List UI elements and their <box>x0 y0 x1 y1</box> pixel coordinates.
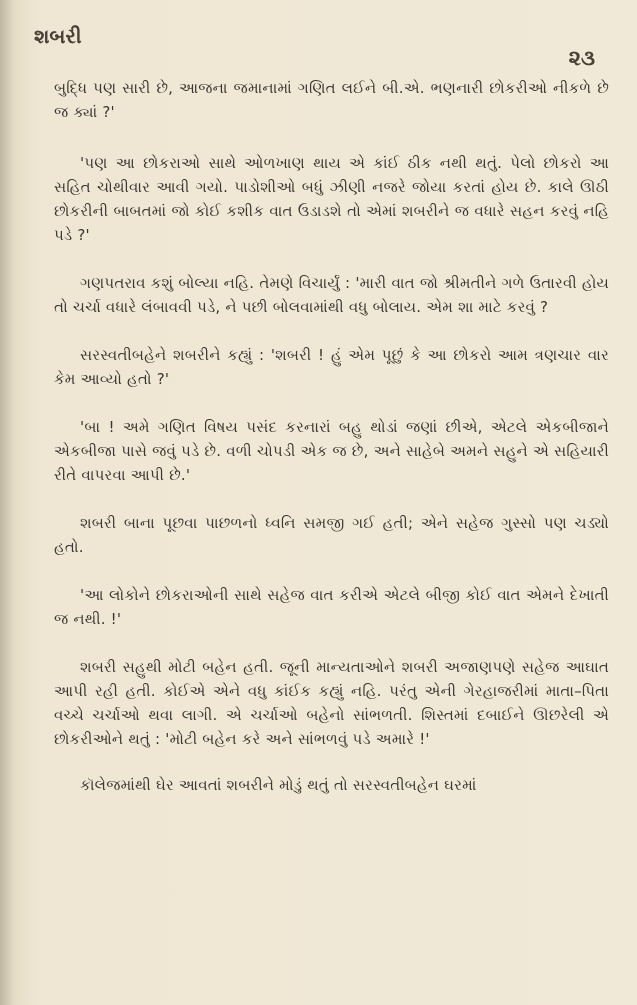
paragraph-gap <box>54 124 609 151</box>
paragraph-gap <box>54 391 609 415</box>
paragraph: શબરી બાના પૂછવા પાછળનો ધ્વનિ સમજી ગઈ હતી; એને સહેજ ગુસ્સો પણ ચડ્યો હતો. <box>54 514 609 556</box>
paragraph-gap <box>54 319 609 343</box>
text-body <box>54 76 609 797</box>
spine-shadow <box>0 0 14 1005</box>
running-title: શબરી <box>34 24 82 48</box>
paragraph-gap <box>54 631 609 655</box>
page-number: ૨૩ <box>568 46 595 70</box>
paragraph-gap <box>54 247 609 271</box>
paragraph: 'બા ! અમે ગણિત વિષય પસંદ કરનારાં બહુ થોડાં જણાં છીએ, એટલે એકબીજાને એકબીજા પાસે જવું પડે છે. વળી ચોપડી એક જ છે, અને સાહેબે અમને સહુને એ સહિયારી રીતે વાપરવા આપી છે.' <box>54 418 609 484</box>
paragraph-gap <box>54 559 609 583</box>
paragraph: 'પણ આ છોકરાઓ સાથે ઓળખાણ થાય એ કાંઈ ઠીક નથી થતું. પેલો છોકરો આ સહિત ચોથીવાર આવી ગયો. પાડોશીઓ બધું ઝીણી નજરે જોયા કરતાં હોય છે. કાલે ઊઠી છોકરીની બાબતમાં જો કોઈ કશીક વાત ઉડાડશે તો એમાં શબરીને જ વધારે સહન કરવું નહિ પડે ?' <box>54 154 609 244</box>
paragraph-gap <box>54 751 609 773</box>
paragraph: શબરી સહુથી મોટી બહેન હતી. જૂની માન્યતાઓને શબરી અજાણપણે સહેજ આઘાત આપી રહી હતી. કોઈએ એને વધુ કાંઈક કહ્યું નહિ. પરંતુ એની ગેરહાજરીમાં માતા–પિતા વચ્ચે ચર્ચાઓ થવા લાગી. એ ચર્ચાઓ બહેનો સાંભળતી. શિસ્તમાં દબાઈને ઊછરેલી એ છોકરીઓને થતું : 'મોટી બહેન કરે અને સાંભળવું પડે અમારે !' <box>54 658 609 748</box>
paragraph-gap <box>54 487 609 511</box>
paragraph: સરસ્વતીબહેને શબરીને કહ્યું : 'શબરી ! હું એમ પૂછું કે આ છોકરો આમ ત્રણચાર વાર કેમ આવ્યો હતો ?' <box>54 346 609 388</box>
paragraph: કૉલેજમાંથી ઘેર આવતાં શબરીને મોડું થતું તો સરસ્વતીબહેન ઘરમાં <box>80 776 477 794</box>
paragraph: ગણપતરાવ કશું બોલ્યા નહિ. તેમણે વિચાર્યું : 'મારી વાત જો શ્રીમતીને ગળે ઉતારવી હોય તો ચર્ચા વધારે લંબાવવી પડે, ને પછી બોલવામાંથી વધુ બોલાય. એમ શા માટે કરવું ? <box>54 274 609 316</box>
paragraph: બુદ્ધિ પણ સારી છે, આજના જમાનામાં ગણિત લઈને બી.એ. ભણનારી છોકરીઓ નીકળે છે જ ક્યાં ?' <box>54 79 609 121</box>
paragraph: 'આ લોકોને છોકરાઓની સાથે સહેજ વાત કરીએ એટલે બીજી કોઈ વાત એમને દેખાતી જ નથી. !' <box>54 586 609 628</box>
